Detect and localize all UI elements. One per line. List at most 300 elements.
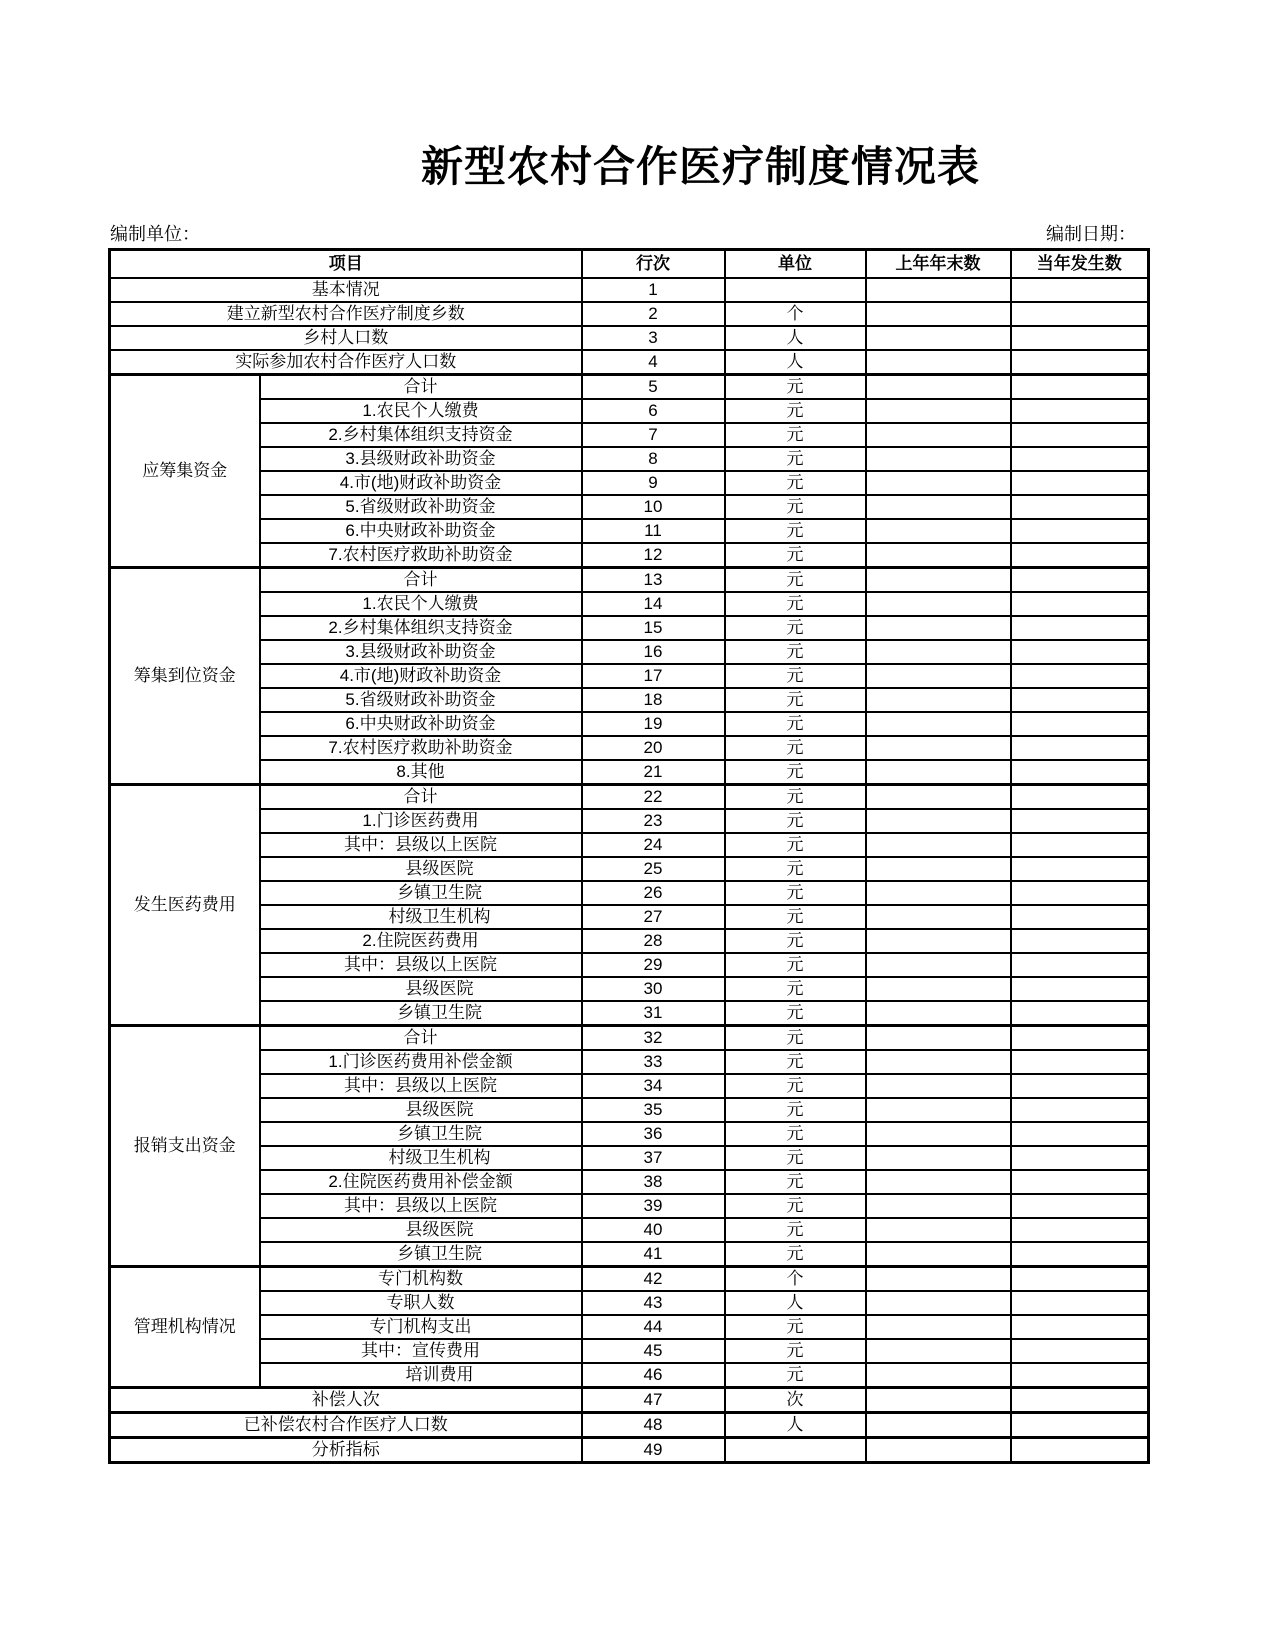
unit-cell: 元: [725, 929, 866, 953]
row-no-cell: 17: [582, 664, 725, 688]
row-no-cell: 40: [582, 1218, 725, 1242]
current-year-cell: [1011, 1170, 1149, 1194]
table-row: [110, 326, 1149, 350]
item-cell: 2.乡村集体组织支持资金: [260, 423, 582, 447]
prev-year-cell: [866, 471, 1011, 495]
current-year-cell: [1011, 1218, 1149, 1242]
table-row: [110, 616, 1149, 640]
prev-year-cell: [866, 1146, 1011, 1170]
item-cell: 乡村人口数: [110, 326, 582, 350]
item-cell: 1.农民个人缴费: [260, 399, 582, 423]
unit-cell: 元: [725, 399, 866, 423]
unit-cell: 元: [725, 495, 866, 519]
current-year-cell: [1011, 1001, 1149, 1026]
row-no-cell: 30: [582, 977, 725, 1001]
prev-year-cell: [866, 712, 1011, 736]
prev-year-cell: [866, 1291, 1011, 1315]
unit-cell: 元: [725, 1098, 866, 1122]
unit-cell: [725, 278, 866, 302]
prev-year-cell: [866, 833, 1011, 857]
current-year-cell: [1011, 616, 1149, 640]
item-cell: 1.农民个人缴费: [260, 592, 582, 616]
current-year-cell: [1011, 1363, 1149, 1388]
item-cell: 乡镇卫生院: [260, 1242, 582, 1267]
item-cell: 4.市(地)财政补助资金: [260, 664, 582, 688]
unit-cell: 元: [725, 688, 866, 712]
prev-year-cell: [866, 881, 1011, 905]
group-label-cell: 管理机构情况: [110, 1266, 260, 1387]
item-cell: 培训费用: [260, 1363, 582, 1388]
row-no-cell: 43: [582, 1291, 725, 1315]
row-no-cell: 19: [582, 712, 725, 736]
table-row: [110, 350, 1149, 375]
item-cell: 合计: [260, 1025, 582, 1050]
current-year-cell: [1011, 1074, 1149, 1098]
prev-year-cell: [866, 1218, 1011, 1242]
row-no-cell: 4: [582, 350, 725, 375]
prev-year-cell: [866, 592, 1011, 616]
current-year-cell: [1011, 423, 1149, 447]
prev-year-cell: [866, 519, 1011, 543]
item-cell: 村级卫生机构: [260, 1146, 582, 1170]
prev-year-cell: [866, 399, 1011, 423]
table-row: [110, 519, 1149, 543]
current-year-cell: [1011, 1194, 1149, 1218]
table-row: [110, 543, 1149, 568]
item-cell: 3.县级财政补助资金: [260, 447, 582, 471]
prev-year-cell: [866, 953, 1011, 977]
header-row: [110, 250, 1149, 278]
table-row: [110, 423, 1149, 447]
unit-cell: 人: [725, 350, 866, 375]
unit-cell: 元: [725, 712, 866, 736]
prev-year-cell: [866, 374, 1011, 399]
prev-year-cell: [866, 905, 1011, 929]
prev-year-cell: [866, 350, 1011, 375]
unit-cell: 元: [725, 881, 866, 905]
item-cell: 合计: [260, 374, 582, 399]
item-cell: 其中：县级以上医院: [260, 833, 582, 857]
item-cell: 专门机构数: [260, 1266, 582, 1291]
current-year-cell: [1011, 278, 1149, 302]
row-no-cell: 49: [582, 1437, 725, 1462]
current-year-cell: [1011, 833, 1149, 857]
unit-cell: 元: [725, 1122, 866, 1146]
table-row: [110, 688, 1149, 712]
current-year-cell: [1011, 1146, 1149, 1170]
table-row: [110, 495, 1149, 519]
prev-year-cell: [866, 1050, 1011, 1074]
unit-cell: 元: [725, 471, 866, 495]
unit-cell: 元: [725, 447, 866, 471]
current-year-cell: [1011, 1339, 1149, 1363]
current-year-cell: [1011, 688, 1149, 712]
unit-cell: 元: [725, 543, 866, 568]
item-cell: 实际参加农村合作医疗人口数: [110, 350, 582, 375]
unit-cell: 元: [725, 1050, 866, 1074]
date-label: 编制日期：: [1046, 224, 1136, 244]
row-no-cell: 24: [582, 833, 725, 857]
table-row: [110, 977, 1149, 1001]
row-no-cell: 25: [582, 857, 725, 881]
item-cell: 1.门诊医药费用补偿金额: [260, 1050, 582, 1074]
unit-cell: 元: [725, 784, 866, 809]
row-no-cell: 1: [582, 278, 725, 302]
prev-year-cell: [866, 784, 1011, 809]
table-row: [110, 784, 1149, 809]
prev-year-cell: [866, 1387, 1011, 1412]
current-year-cell: [1011, 1025, 1149, 1050]
row-no-cell: 36: [582, 1122, 725, 1146]
prev-year-cell: [866, 1025, 1011, 1050]
current-year-cell: [1011, 1098, 1149, 1122]
prev-year-cell: [866, 929, 1011, 953]
table-row: [110, 1339, 1149, 1363]
unit-cell: 元: [725, 1363, 866, 1388]
current-year-cell: [1011, 1412, 1149, 1437]
table-row: [110, 1242, 1149, 1267]
table-row: [110, 1412, 1149, 1437]
table-row: [110, 760, 1149, 785]
row-no-cell: 12: [582, 543, 725, 568]
group-label-cell: 报销支出资金: [110, 1025, 260, 1266]
group-label-cell: 筹集到位资金: [110, 567, 260, 784]
row-no-cell: 34: [582, 1074, 725, 1098]
item-cell: 分析指标: [110, 1437, 582, 1462]
item-cell: 建立新型农村合作医疗制度乡数: [110, 302, 582, 326]
current-year-cell: [1011, 784, 1149, 809]
row-no-cell: 11: [582, 519, 725, 543]
prev-year-cell: [866, 809, 1011, 833]
item-cell: 其中：县级以上医院: [260, 953, 582, 977]
row-no-cell: 16: [582, 640, 725, 664]
current-year-cell: [1011, 399, 1149, 423]
table-row: [110, 399, 1149, 423]
current-year-cell: [1011, 1387, 1149, 1412]
item-cell: 其中：县级以上医院: [260, 1074, 582, 1098]
prev-year-cell: [866, 447, 1011, 471]
item-cell: 6.中央财政补助资金: [260, 712, 582, 736]
table-row: [110, 736, 1149, 760]
row-no-cell: 13: [582, 567, 725, 592]
unit-cell: 元: [725, 519, 866, 543]
current-year-cell: [1011, 567, 1149, 592]
item-cell: 乡镇卫生院: [260, 1122, 582, 1146]
unit-cell: 元: [725, 857, 866, 881]
current-year-cell: [1011, 1291, 1149, 1315]
header-row-no: 行次: [582, 250, 725, 278]
row-no-cell: 20: [582, 736, 725, 760]
table-row: [110, 1315, 1149, 1339]
row-no-cell: 33: [582, 1050, 725, 1074]
unit-cell: 元: [725, 736, 866, 760]
item-cell: 4.市(地)财政补助资金: [260, 471, 582, 495]
current-year-cell: [1011, 1122, 1149, 1146]
meta-row: [110, 222, 1136, 246]
current-year-cell: [1011, 640, 1149, 664]
prev-year-cell: [866, 664, 1011, 688]
item-cell: 专门机构支出: [260, 1315, 582, 1339]
header-prev-year: 上年年末数: [866, 250, 1011, 278]
prev-year-cell: [866, 1074, 1011, 1098]
unit-cell: 人: [725, 326, 866, 350]
row-no-cell: 44: [582, 1315, 725, 1339]
prev-year-cell: [866, 1001, 1011, 1026]
table-row: [110, 447, 1149, 471]
unit-cell: 人: [725, 1291, 866, 1315]
row-no-cell: 6: [582, 399, 725, 423]
row-no-cell: 32: [582, 1025, 725, 1050]
unit-cell: 元: [725, 592, 866, 616]
header-item: 项目: [110, 250, 582, 278]
prev-year-cell: [866, 688, 1011, 712]
prev-year-cell: [866, 567, 1011, 592]
prev-year-cell: [866, 495, 1011, 519]
row-no-cell: 35: [582, 1098, 725, 1122]
row-no-cell: 47: [582, 1387, 725, 1412]
current-year-cell: [1011, 302, 1149, 326]
unit-cell: 元: [725, 905, 866, 929]
prev-year-cell: [866, 640, 1011, 664]
current-year-cell: [1011, 350, 1149, 375]
table-row: [110, 1001, 1149, 1026]
group-label-cell: 应筹集资金: [110, 374, 260, 567]
unit-cell: [725, 1437, 866, 1462]
item-cell: 县级医院: [260, 857, 582, 881]
item-cell: 县级医院: [260, 977, 582, 1001]
table-row: [110, 1050, 1149, 1074]
table-row: [110, 809, 1149, 833]
item-cell: 5.省级财政补助资金: [260, 495, 582, 519]
current-year-cell: [1011, 326, 1149, 350]
row-no-cell: 3: [582, 326, 725, 350]
current-year-cell: [1011, 471, 1149, 495]
table-row: [110, 1194, 1149, 1218]
table-row: [110, 1291, 1149, 1315]
row-no-cell: 29: [582, 953, 725, 977]
prev-year-cell: [866, 1194, 1011, 1218]
unit-cell: 元: [725, 953, 866, 977]
table-row: [110, 1170, 1149, 1194]
row-no-cell: 28: [582, 929, 725, 953]
item-cell: 其中：宣传费用: [260, 1339, 582, 1363]
unit-cell: 元: [725, 374, 866, 399]
row-no-cell: 38: [582, 1170, 725, 1194]
header-unit: 单位: [725, 250, 866, 278]
current-year-cell: [1011, 953, 1149, 977]
row-no-cell: 9: [582, 471, 725, 495]
item-cell: 村级卫生机构: [260, 905, 582, 929]
current-year-cell: [1011, 1437, 1149, 1462]
current-year-cell: [1011, 1050, 1149, 1074]
table-row: [110, 1437, 1149, 1462]
row-no-cell: 39: [582, 1194, 725, 1218]
table-row: [110, 592, 1149, 616]
unit-cell: 元: [725, 1242, 866, 1267]
item-cell: 7.农村医疗救助补助资金: [260, 543, 582, 568]
item-cell: 基本情况: [110, 278, 582, 302]
page-title: 新型农村合作医疗制度情况表: [420, 143, 980, 190]
table-row: [110, 1025, 1149, 1050]
prev-year-cell: [866, 760, 1011, 785]
table-row: [110, 278, 1149, 302]
item-cell: 2.乡村集体组织支持资金: [260, 616, 582, 640]
prev-year-cell: [866, 326, 1011, 350]
unit-cell: 元: [725, 760, 866, 785]
prev-year-cell: [866, 1242, 1011, 1267]
unit-cell: 元: [725, 616, 866, 640]
row-no-cell: 14: [582, 592, 725, 616]
unit-cell: 个: [725, 1266, 866, 1291]
table-row: [110, 881, 1149, 905]
unit-cell: 个: [725, 302, 866, 326]
row-no-cell: 37: [582, 1146, 725, 1170]
prev-year-cell: [866, 302, 1011, 326]
unit-cell: 元: [725, 1025, 866, 1050]
item-cell: 县级医院: [260, 1218, 582, 1242]
row-no-cell: 23: [582, 809, 725, 833]
table-body: [110, 278, 1149, 1463]
table-row: [110, 1122, 1149, 1146]
prev-year-cell: [866, 736, 1011, 760]
unit-cell: 元: [725, 640, 866, 664]
table-row: [110, 302, 1149, 326]
unit-cell: 次: [725, 1387, 866, 1412]
item-cell: 已补偿农村合作医疗人口数: [110, 1412, 582, 1437]
prepared-by-label: 编制单位：: [110, 224, 200, 244]
row-no-cell: 22: [582, 784, 725, 809]
row-no-cell: 7: [582, 423, 725, 447]
item-cell: 6.中央财政补助资金: [260, 519, 582, 543]
current-year-cell: [1011, 1266, 1149, 1291]
current-year-cell: [1011, 760, 1149, 785]
prev-year-cell: [866, 1363, 1011, 1388]
current-year-cell: [1011, 519, 1149, 543]
current-year-cell: [1011, 374, 1149, 399]
current-year-cell: [1011, 1242, 1149, 1267]
item-cell: 7.农村医疗救助补助资金: [260, 736, 582, 760]
prev-year-cell: [866, 1098, 1011, 1122]
item-cell: 合计: [260, 567, 582, 592]
item-cell: 补偿人次: [110, 1387, 582, 1412]
unit-cell: 元: [725, 1339, 866, 1363]
table-row: [110, 567, 1149, 592]
item-cell: 3.县级财政补助资金: [260, 640, 582, 664]
row-no-cell: 46: [582, 1363, 725, 1388]
table-row: [110, 1218, 1149, 1242]
current-year-cell: [1011, 447, 1149, 471]
row-no-cell: 8: [582, 447, 725, 471]
current-year-cell: [1011, 929, 1149, 953]
current-year-cell: [1011, 857, 1149, 881]
unit-cell: 元: [725, 423, 866, 447]
prev-year-cell: [866, 543, 1011, 568]
table-header: [110, 250, 1149, 278]
unit-cell: 元: [725, 1194, 866, 1218]
unit-cell: 元: [725, 1001, 866, 1026]
row-no-cell: 21: [582, 760, 725, 785]
unit-cell: 元: [725, 977, 866, 1001]
prev-year-cell: [866, 278, 1011, 302]
table-row: [110, 833, 1149, 857]
unit-cell: 元: [725, 1146, 866, 1170]
unit-cell: 人: [725, 1412, 866, 1437]
unit-cell: 元: [725, 833, 866, 857]
table-row: [110, 1146, 1149, 1170]
current-year-cell: [1011, 905, 1149, 929]
unit-cell: 元: [725, 1170, 866, 1194]
item-cell: 8.其他: [260, 760, 582, 785]
row-no-cell: 41: [582, 1242, 725, 1267]
current-year-cell: [1011, 664, 1149, 688]
table-row: [110, 1387, 1149, 1412]
unit-cell: 元: [725, 809, 866, 833]
current-year-cell: [1011, 809, 1149, 833]
prev-year-cell: [866, 1122, 1011, 1146]
report-table: [108, 248, 1150, 1464]
current-year-cell: [1011, 543, 1149, 568]
current-year-cell: [1011, 495, 1149, 519]
table-row: [110, 374, 1149, 399]
row-no-cell: 27: [582, 905, 725, 929]
item-cell: 专职人数: [260, 1291, 582, 1315]
row-no-cell: 10: [582, 495, 725, 519]
unit-cell: 元: [725, 1218, 866, 1242]
item-cell: 乡镇卫生院: [260, 881, 582, 905]
row-no-cell: 48: [582, 1412, 725, 1437]
table-row: [110, 929, 1149, 953]
prev-year-cell: [866, 423, 1011, 447]
current-year-cell: [1011, 1315, 1149, 1339]
group-label-cell: 发生医药费用: [110, 784, 260, 1025]
prev-year-cell: [866, 1437, 1011, 1462]
row-no-cell: 45: [582, 1339, 725, 1363]
prev-year-cell: [866, 616, 1011, 640]
item-cell: 合计: [260, 784, 582, 809]
item-cell: 2.住院医药费用补偿金额: [260, 1170, 582, 1194]
prev-year-cell: [866, 977, 1011, 1001]
current-year-cell: [1011, 881, 1149, 905]
table-row: [110, 1074, 1149, 1098]
table-row: [110, 664, 1149, 688]
header-current-year: 当年发生数: [1011, 250, 1149, 278]
item-cell: 2.住院医药费用: [260, 929, 582, 953]
item-cell: 5.省级财政补助资金: [260, 688, 582, 712]
row-no-cell: 26: [582, 881, 725, 905]
prev-year-cell: [866, 1170, 1011, 1194]
row-no-cell: 2: [582, 302, 725, 326]
table-row: [110, 1363, 1149, 1388]
item-cell: 其中：县级以上医院: [260, 1194, 582, 1218]
prev-year-cell: [866, 1266, 1011, 1291]
table-row: [110, 640, 1149, 664]
row-no-cell: 5: [582, 374, 725, 399]
table-row: [110, 471, 1149, 495]
row-no-cell: 31: [582, 1001, 725, 1026]
row-no-cell: 42: [582, 1266, 725, 1291]
table-row: [110, 1098, 1149, 1122]
current-year-cell: [1011, 712, 1149, 736]
prev-year-cell: [866, 1339, 1011, 1363]
current-year-cell: [1011, 592, 1149, 616]
prev-year-cell: [866, 1412, 1011, 1437]
table-row: [110, 905, 1149, 929]
unit-cell: 元: [725, 1315, 866, 1339]
unit-cell: 元: [725, 1074, 866, 1098]
item-cell: 乡镇卫生院: [260, 1001, 582, 1026]
item-cell: 县级医院: [260, 1098, 582, 1122]
table-row: [110, 1266, 1149, 1291]
